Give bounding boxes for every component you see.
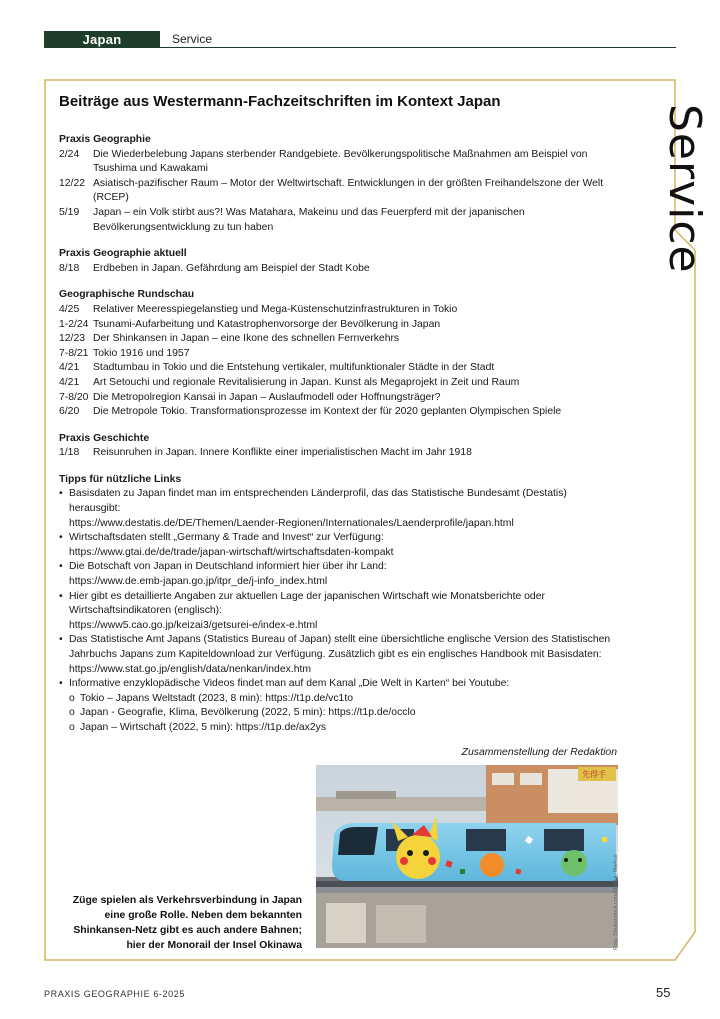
- tip-item: [59, 560, 619, 589]
- tip-item: [59, 531, 619, 560]
- publication-entry: [59, 332, 619, 347]
- bullet-icon: •: [59, 488, 63, 500]
- publication-section: [59, 133, 619, 235]
- publication-entry: [59, 177, 619, 206]
- publication-section: [59, 432, 619, 461]
- tip-link[interactable]: https://www.destatis.de/DE/Themen/Laender-Regionen/Internationales/Laenderprofile/japan.html: [69, 517, 514, 529]
- tip-link[interactable]: https://www.gtai.de/de/trade/japan-wirtschaft/wirtschaftsdaten-kompakt: [69, 546, 394, 558]
- bullet-icon: •: [59, 561, 63, 573]
- tip-item: [59, 590, 619, 634]
- sub-bullet-icon: o: [69, 721, 75, 733]
- country-tag: Japan: [44, 31, 160, 48]
- issue-number: 7-8/21: [59, 347, 89, 359]
- tip-text: Wirtschaftsdaten stellt „Germany & Trade and Invest“ zur Verfügung:: [69, 532, 384, 544]
- video-link-item[interactable]: [59, 721, 619, 736]
- article-reference: Asiatisch-pazifischer Raum – Motor der Weltwirtschaft. Entwicklungen in der größten Freihandelszone der Welt (RCEP): [93, 177, 604, 204]
- tip-text: Die Botschaft von Japan in Deutschland informiert hier über ihr Land:: [69, 561, 387, 573]
- issue-number: 1-2/24: [59, 318, 89, 330]
- tip-link[interactable]: https://www.de.emb-japan.go.jp/itpr_de/j-info_index.html: [69, 576, 328, 588]
- photo-caption: Züge spielen als Verkehrsverbindung in Japan eine große Rolle. Neben dem bekannten Shinkansen-Netz gibt es auch andere Bahnen; hier der Monorail der Insel Okinawa: [72, 895, 302, 951]
- video-link-text: Japan – Wirtschaft (2022, 5 min): https://t1p.de/ax2ys: [80, 721, 327, 733]
- video-link-item[interactable]: [59, 692, 619, 707]
- tip-body: [69, 590, 619, 634]
- tip-body: [69, 677, 619, 692]
- issue-number: 12/23: [59, 333, 86, 345]
- tips-list: [59, 487, 619, 691]
- article-reference: Der Shinkansen in Japan – eine Ikone des schnellen Fernverkehrs: [93, 333, 400, 345]
- tip-body: [69, 633, 619, 677]
- video-link-text: Tokio – Japans Weltstadt (2023, 8 min): https://t1p.de/vc1to: [80, 692, 353, 704]
- issue-number: 5/19: [59, 206, 80, 218]
- tip-body: [69, 560, 619, 589]
- tip-body: [69, 531, 619, 560]
- bullet-icon: •: [59, 590, 63, 602]
- article-reference: Japan – ein Volk stirbt aus?! Was Matahara, Makeinu und das Feuerpferd mit der japanischen Bevölkerungsentwicklung zu tun haben: [93, 206, 525, 233]
- article-title: Beiträge aus Westermann-Fachzeitschriften im Kontext Japan: [59, 93, 501, 110]
- tip-body: [69, 487, 619, 531]
- publication-heading: Praxis Geographie aktuell: [59, 248, 187, 260]
- tip-text: Informative enzyklopädische Videos findet man auf dem Kanal „Die Welt in Karten“ bei Youtube:: [69, 678, 510, 690]
- article-reference: Die Metropolregion Kansai in Japan – Auslaufmodell oder Hoffnungsträger?: [93, 391, 441, 403]
- tip-link[interactable]: https://www.stat.go.jp/english/data/nenkan/index.htm: [69, 663, 312, 675]
- publication-heading: Praxis Geographie: [59, 134, 151, 145]
- article-reference: Die Wiederbelebung Japans sterbender Randgebiete. Bevölkerungspolitische Maßnahmen am Beispiel von Tsushima und Kawakami: [93, 148, 588, 175]
- publication-section: [59, 247, 619, 276]
- publication-section: [59, 288, 619, 419]
- section-label: Service: [172, 32, 213, 46]
- publication-entry: [59, 405, 619, 420]
- publication-heading: Geographische Rundschau: [59, 289, 195, 301]
- article-reference: Erdbeben in Japan. Gefährdung am Beispiel der Stadt Kobe: [93, 262, 370, 274]
- publication-entry: [59, 262, 619, 277]
- publication-entry: [59, 446, 619, 461]
- tips-section: [59, 473, 619, 736]
- bullet-icon: •: [59, 634, 63, 646]
- tip-item: [59, 677, 619, 692]
- article-reference: Relativer Meeresspiegelanstieg und Mega-Küstenschutzinfrastrukturen in Tokio: [93, 303, 458, 315]
- photo-credit: Foto: Shutterstock.com/Marika, Markus: [613, 854, 619, 950]
- video-link-text: Japan - Geografie, Klima, Bevölkerung (2022, 5 min): https://t1p.de/occlo: [80, 707, 416, 719]
- video-link-item[interactable]: [59, 706, 619, 721]
- side-section-title: Service: [659, 104, 710, 274]
- issue-number: 4/21: [59, 376, 80, 388]
- bullet-icon: •: [59, 532, 63, 544]
- publication-entry: [59, 347, 619, 362]
- sub-bullet-icon: o: [69, 692, 75, 704]
- publication-entry: [59, 148, 619, 177]
- tip-link[interactable]: https://www5.cao.go.jp/keizai3/getsurei-e/index-e.html: [69, 619, 318, 631]
- article-reference: Tsunami-Aufarbeitung und Katastrophenvorsorge der Bevölkerung in Japan: [93, 318, 441, 330]
- issue-number: 4/25: [59, 303, 80, 315]
- article-content: [59, 93, 619, 760]
- publication-entry: [59, 391, 619, 406]
- article-reference: Tokio 1916 und 1957: [93, 347, 190, 359]
- issue-number: 4/21: [59, 362, 80, 374]
- video-list: [59, 692, 619, 736]
- page-number: 55: [656, 985, 671, 1000]
- publication-entry: [59, 318, 619, 333]
- tip-text: Hier gibt es detaillierte Angaben zur aktuellen Lage der japanischen Wirtschaft wie Monatsberichte oder Wirtschaftsindikatoren (englisch):: [69, 590, 545, 617]
- issue-number: 1/18: [59, 447, 80, 459]
- sub-bullet-icon: o: [69, 707, 75, 719]
- editorial-credit: Zusammenstellung der Redaktion: [461, 746, 617, 758]
- tip-item: [59, 487, 619, 531]
- publication-entry: [59, 361, 619, 376]
- publication-entry: [59, 206, 619, 235]
- publication-heading: Praxis Geschichte: [59, 432, 150, 444]
- tips-heading: Tipps für nützliche Links: [59, 473, 182, 485]
- issue-number: 8/18: [59, 262, 80, 274]
- publication-entry: [59, 376, 619, 391]
- article-reference: Stadtumbau in Tokio und die Entstehung vertikaler, multifunktionaler Städte in der Stadt: [93, 362, 495, 374]
- monorail-photo: [316, 765, 618, 948]
- tip-item: [59, 633, 619, 677]
- article-reference: Die Metropole Tokio. Transformationsprozesse im Kontext der für 2020 geplanten Olympischen Spiele: [93, 406, 562, 418]
- publication-entry: [59, 303, 619, 318]
- tip-text: Basisdaten zu Japan findet man im entsprechenden Länderprofil, das das Statistische Bundesamt (Destatis) herausgibt:: [69, 488, 567, 515]
- issue-number: 6/20: [59, 406, 80, 418]
- issue-number: 2/24: [59, 148, 80, 160]
- issue-number: 12/22: [59, 177, 86, 189]
- issue-number: 7-8/20: [59, 391, 89, 403]
- bullet-icon: •: [59, 678, 63, 690]
- article-reference: Art Setouchi und regionale Revitalisierung in Japan. Kunst als Megaprojekt in Zeit und Raum: [93, 376, 520, 388]
- tip-text: Das Statistische Amt Japans (Statistics Bureau of Japan) stellt eine übersichtliche englische Version des Statistischen Jahrbuchs Japans zum Kapiteldownload zur Verfügung. Zusätzlich gibt es ein englisches Handbook mit Basisdaten:: [69, 634, 611, 660]
- journal-footer: PRAXIS GEOGRAPHIE 6-2025: [44, 989, 185, 999]
- article-reference: Reisunruhen in Japan. Innere Konflikte einer imperialistischen Macht im Jahr 1918: [93, 447, 472, 459]
- shop-sign-text: 先得手: [582, 770, 606, 779]
- publication-sections: [59, 133, 619, 461]
